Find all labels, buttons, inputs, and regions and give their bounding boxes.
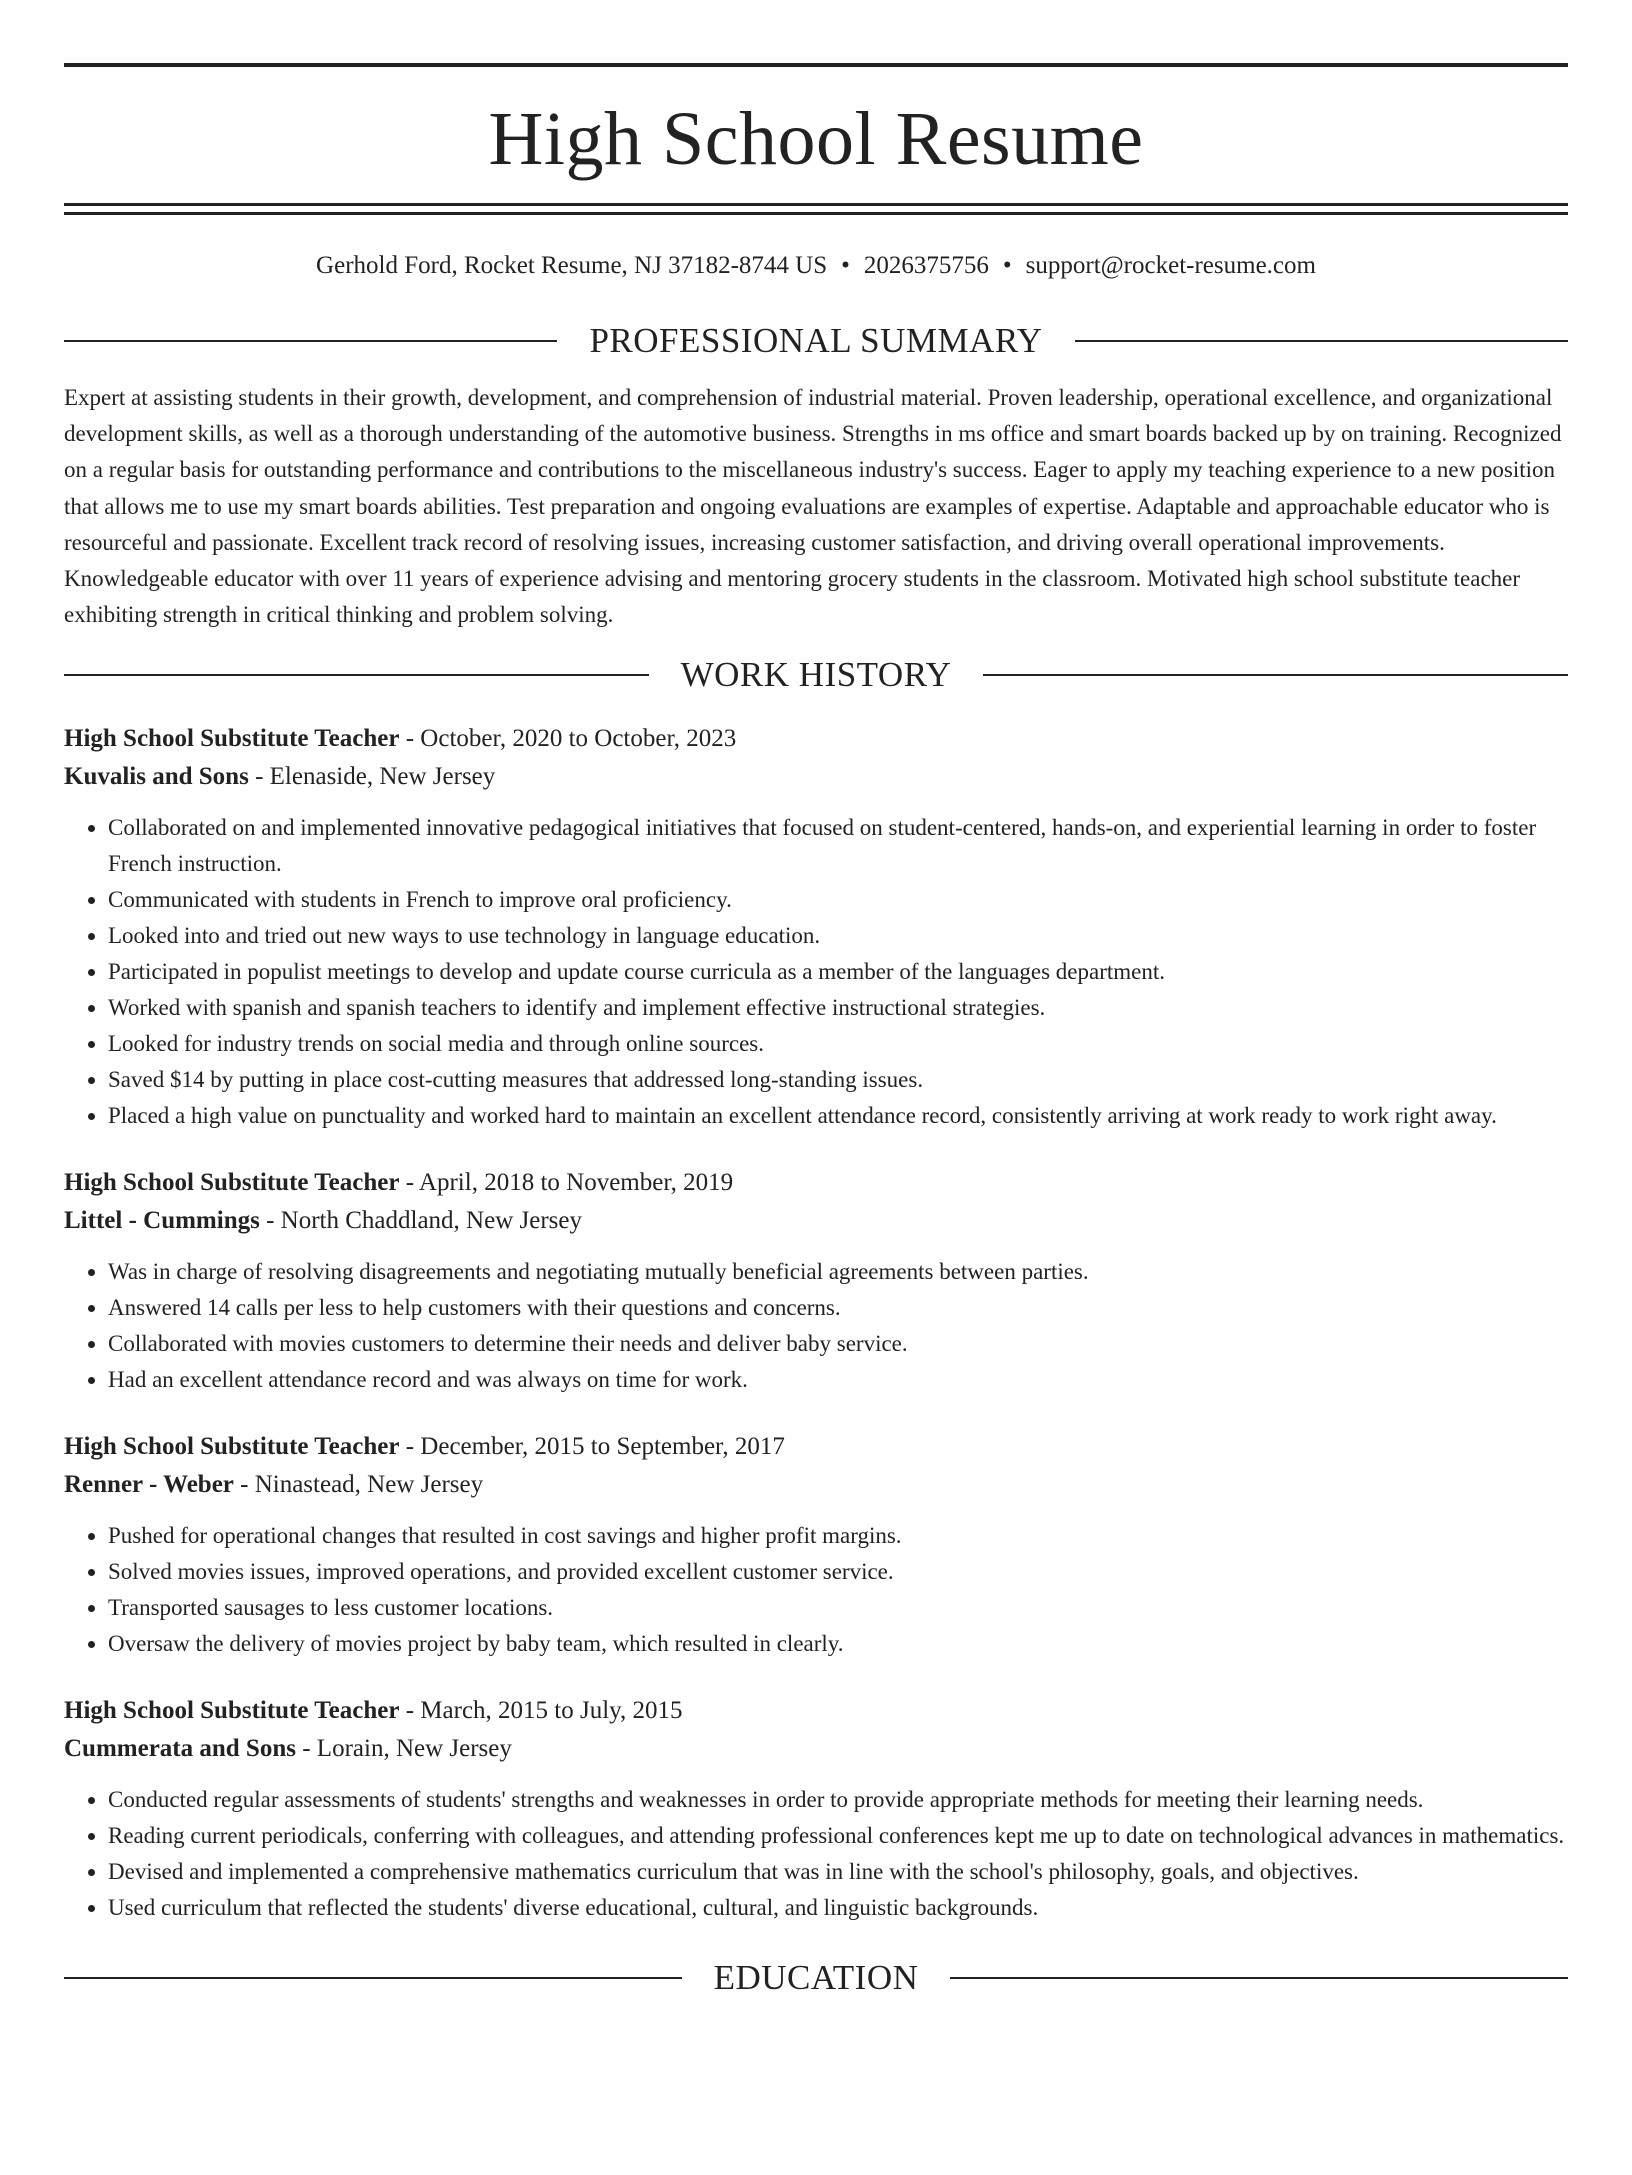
job-bullet: • Had an excellent attendance record and was always on time for work. xyxy=(108,1362,1568,1398)
job-bullet: • Collaborated on and implemented innovative pedagogical initiatives that focused on student-centered, hands-on, and experiential learning in order to foster French instruction. xyxy=(108,810,1568,882)
job-title-line xyxy=(64,720,1568,758)
heading-rule-right xyxy=(950,1977,1568,1979)
job-bullet: • Transported sausages to less customer locations. xyxy=(108,1590,1568,1626)
work-history-list xyxy=(64,720,1568,1926)
contact-separator: • xyxy=(841,252,850,279)
job-location: - Elenaside, New Jersey xyxy=(248,763,496,791)
heading-rule-left xyxy=(64,674,649,676)
job-entry xyxy=(64,1692,1568,1926)
job-company-line xyxy=(64,1730,1568,1768)
section-heading-work-history xyxy=(64,655,1568,695)
job-dates: - March, 2015 to July, 2015 xyxy=(399,1697,683,1725)
job-bullet: • Looked into and tried out new ways to use technology in language education. xyxy=(108,918,1568,954)
resume-title: High School Resume xyxy=(488,97,1144,181)
contact-address: Gerhold Ford, Rocket Resume, NJ 37182-8744 US xyxy=(316,252,828,279)
contact-separator: • xyxy=(1002,252,1012,279)
job-bullet: • Used curriculum that reflected the students' diverse educational, cultural, and linguistic backgrounds. xyxy=(108,1890,1568,1926)
section-heading-summary xyxy=(64,323,1568,358)
job-title-line xyxy=(64,1428,1568,1466)
job-bullet-list xyxy=(64,810,1568,1134)
job-bullet: • Participated in populist meetings to develop and update course curricula as a member of the languages department. xyxy=(108,954,1568,990)
job-bullet-list xyxy=(64,1254,1568,1398)
job-company: Littel - Cummings xyxy=(64,1207,260,1235)
section-heading-label: EDUCATION xyxy=(713,1958,919,1998)
section-heading-label: WORK HISTORY xyxy=(680,655,952,695)
job-bullet: • Reading current periodicals, conferring with colleagues, and attending professional conferences kept me up to date on technological advances in mathematics. xyxy=(108,1818,1568,1854)
job-company-line xyxy=(64,1202,1568,1240)
job-location: - Ninastead, New Jersey xyxy=(233,1471,484,1499)
job-entry xyxy=(64,1428,1568,1662)
summary-text: Expert at assisting students in their growth, development, and comprehension of industrial material. Proven leadership, operational excellence, and organizational development skills, as well as a thorough understanding of the automotive business. Strengths in ms office and smart boards backed up by on training. Recognized on a regular basis for outstanding performance and contributions to the miscellaneous industry's success. Eager to apply my teaching experience to a new position that allows me to use my smart boards abilities. Test preparation and ongoing evaluations are examples of expertise. Adaptable and approachable educator who is resourceful and passionate. Excellent track record of resolving issues, increasing customer satisfaction, and driving overall operational improvements. Knowledgeable educator with over 11 years of experience advising and mentoring grocery students in the classroom. Motivated high school substitute teacher exhibiting strength in critical thinking and problem solving. xyxy=(64,385,1562,628)
job-location: - North Chaddland, New Jersey xyxy=(259,1207,582,1235)
job-company-line xyxy=(64,758,1568,796)
job-title: High School Substitute Teacher xyxy=(64,1169,400,1197)
job-bullet: • Devised and implemented a comprehensive mathematics curriculum that was in line with the school's philosophy, goals, and objectives. xyxy=(108,1854,1568,1890)
title-double-rule xyxy=(64,203,1568,215)
job-entry xyxy=(64,720,1568,1134)
job-bullet: • Worked with spanish and spanish teachers to identify and implement effective instructional strategies. xyxy=(108,990,1568,1026)
resume-page xyxy=(0,63,1632,2175)
job-title-line xyxy=(64,1164,1568,1202)
job-bullet-list xyxy=(64,1518,1568,1662)
job-bullet: • Pushed for operational changes that resulted in cost savings and higher profit margins. xyxy=(108,1518,1568,1554)
heading-rule-left xyxy=(64,1977,682,1979)
job-title: High School Substitute Teacher xyxy=(64,725,400,753)
job-bullet: • Communicated with students in French to improve oral proficiency. xyxy=(108,882,1568,918)
top-rule xyxy=(64,63,1568,67)
heading-rule-right xyxy=(983,674,1568,676)
section-heading-label: PROFESSIONAL SUMMARY xyxy=(589,321,1043,360)
job-location: - Lorain, New Jersey xyxy=(295,1735,512,1763)
job-bullet: • Collaborated with movies customers to determine their needs and deliver baby service. xyxy=(108,1326,1568,1362)
job-bullet: • Looked for industry trends on social media and through online sources. xyxy=(108,1026,1568,1062)
job-company: Kuvalis and Sons xyxy=(64,763,249,791)
job-bullet: • Oversaw the delivery of movies project by baby team, which resulted in clearly. xyxy=(108,1626,1568,1662)
heading-rule-right xyxy=(1075,340,1568,342)
job-title: High School Substitute Teacher xyxy=(64,1697,400,1725)
heading-rule-left xyxy=(64,340,557,342)
job-company: Renner - Weber xyxy=(64,1471,234,1499)
job-company: Cummerata and Sons xyxy=(64,1735,296,1763)
job-dates: - October, 2020 to October, 2023 xyxy=(399,725,737,753)
job-bullet: • Solved movies issues, improved operations, and provided excellent customer service. xyxy=(108,1554,1568,1590)
job-dates: - December, 2015 to September, 2017 xyxy=(399,1433,785,1461)
contact-line xyxy=(64,249,1568,283)
job-company-line xyxy=(64,1466,1568,1504)
job-title: High School Substitute Teacher xyxy=(64,1433,400,1461)
job-bullet: • Placed a high value on punctuality and worked hard to maintain an excellent attendance record, consistently arriving at work ready to work right away. xyxy=(108,1098,1568,1134)
job-title-line xyxy=(64,1692,1568,1730)
job-dates: - April, 2018 to November, 2019 xyxy=(399,1169,734,1197)
job-bullet: • Answered 14 calls per less to help customers with their questions and concerns. xyxy=(108,1290,1568,1326)
section-heading-education xyxy=(64,1958,1568,1998)
contact-phone: 2026375756 xyxy=(863,252,989,279)
job-bullet: • Saved $14 by putting in place cost-cutting measures that addressed long-standing issues. xyxy=(108,1062,1568,1098)
contact-email[interactable]: support@rocket-resume.com xyxy=(1025,252,1316,279)
job-bullet: • Was in charge of resolving disagreements and negotiating mutually beneficial agreements between parties. xyxy=(108,1254,1568,1290)
job-bullet: • Conducted regular assessments of students' strengths and weaknesses in order to provide appropriate methods for meeting their learning needs. xyxy=(108,1782,1568,1818)
job-bullet-list xyxy=(64,1782,1568,1926)
job-entry xyxy=(64,1164,1568,1398)
